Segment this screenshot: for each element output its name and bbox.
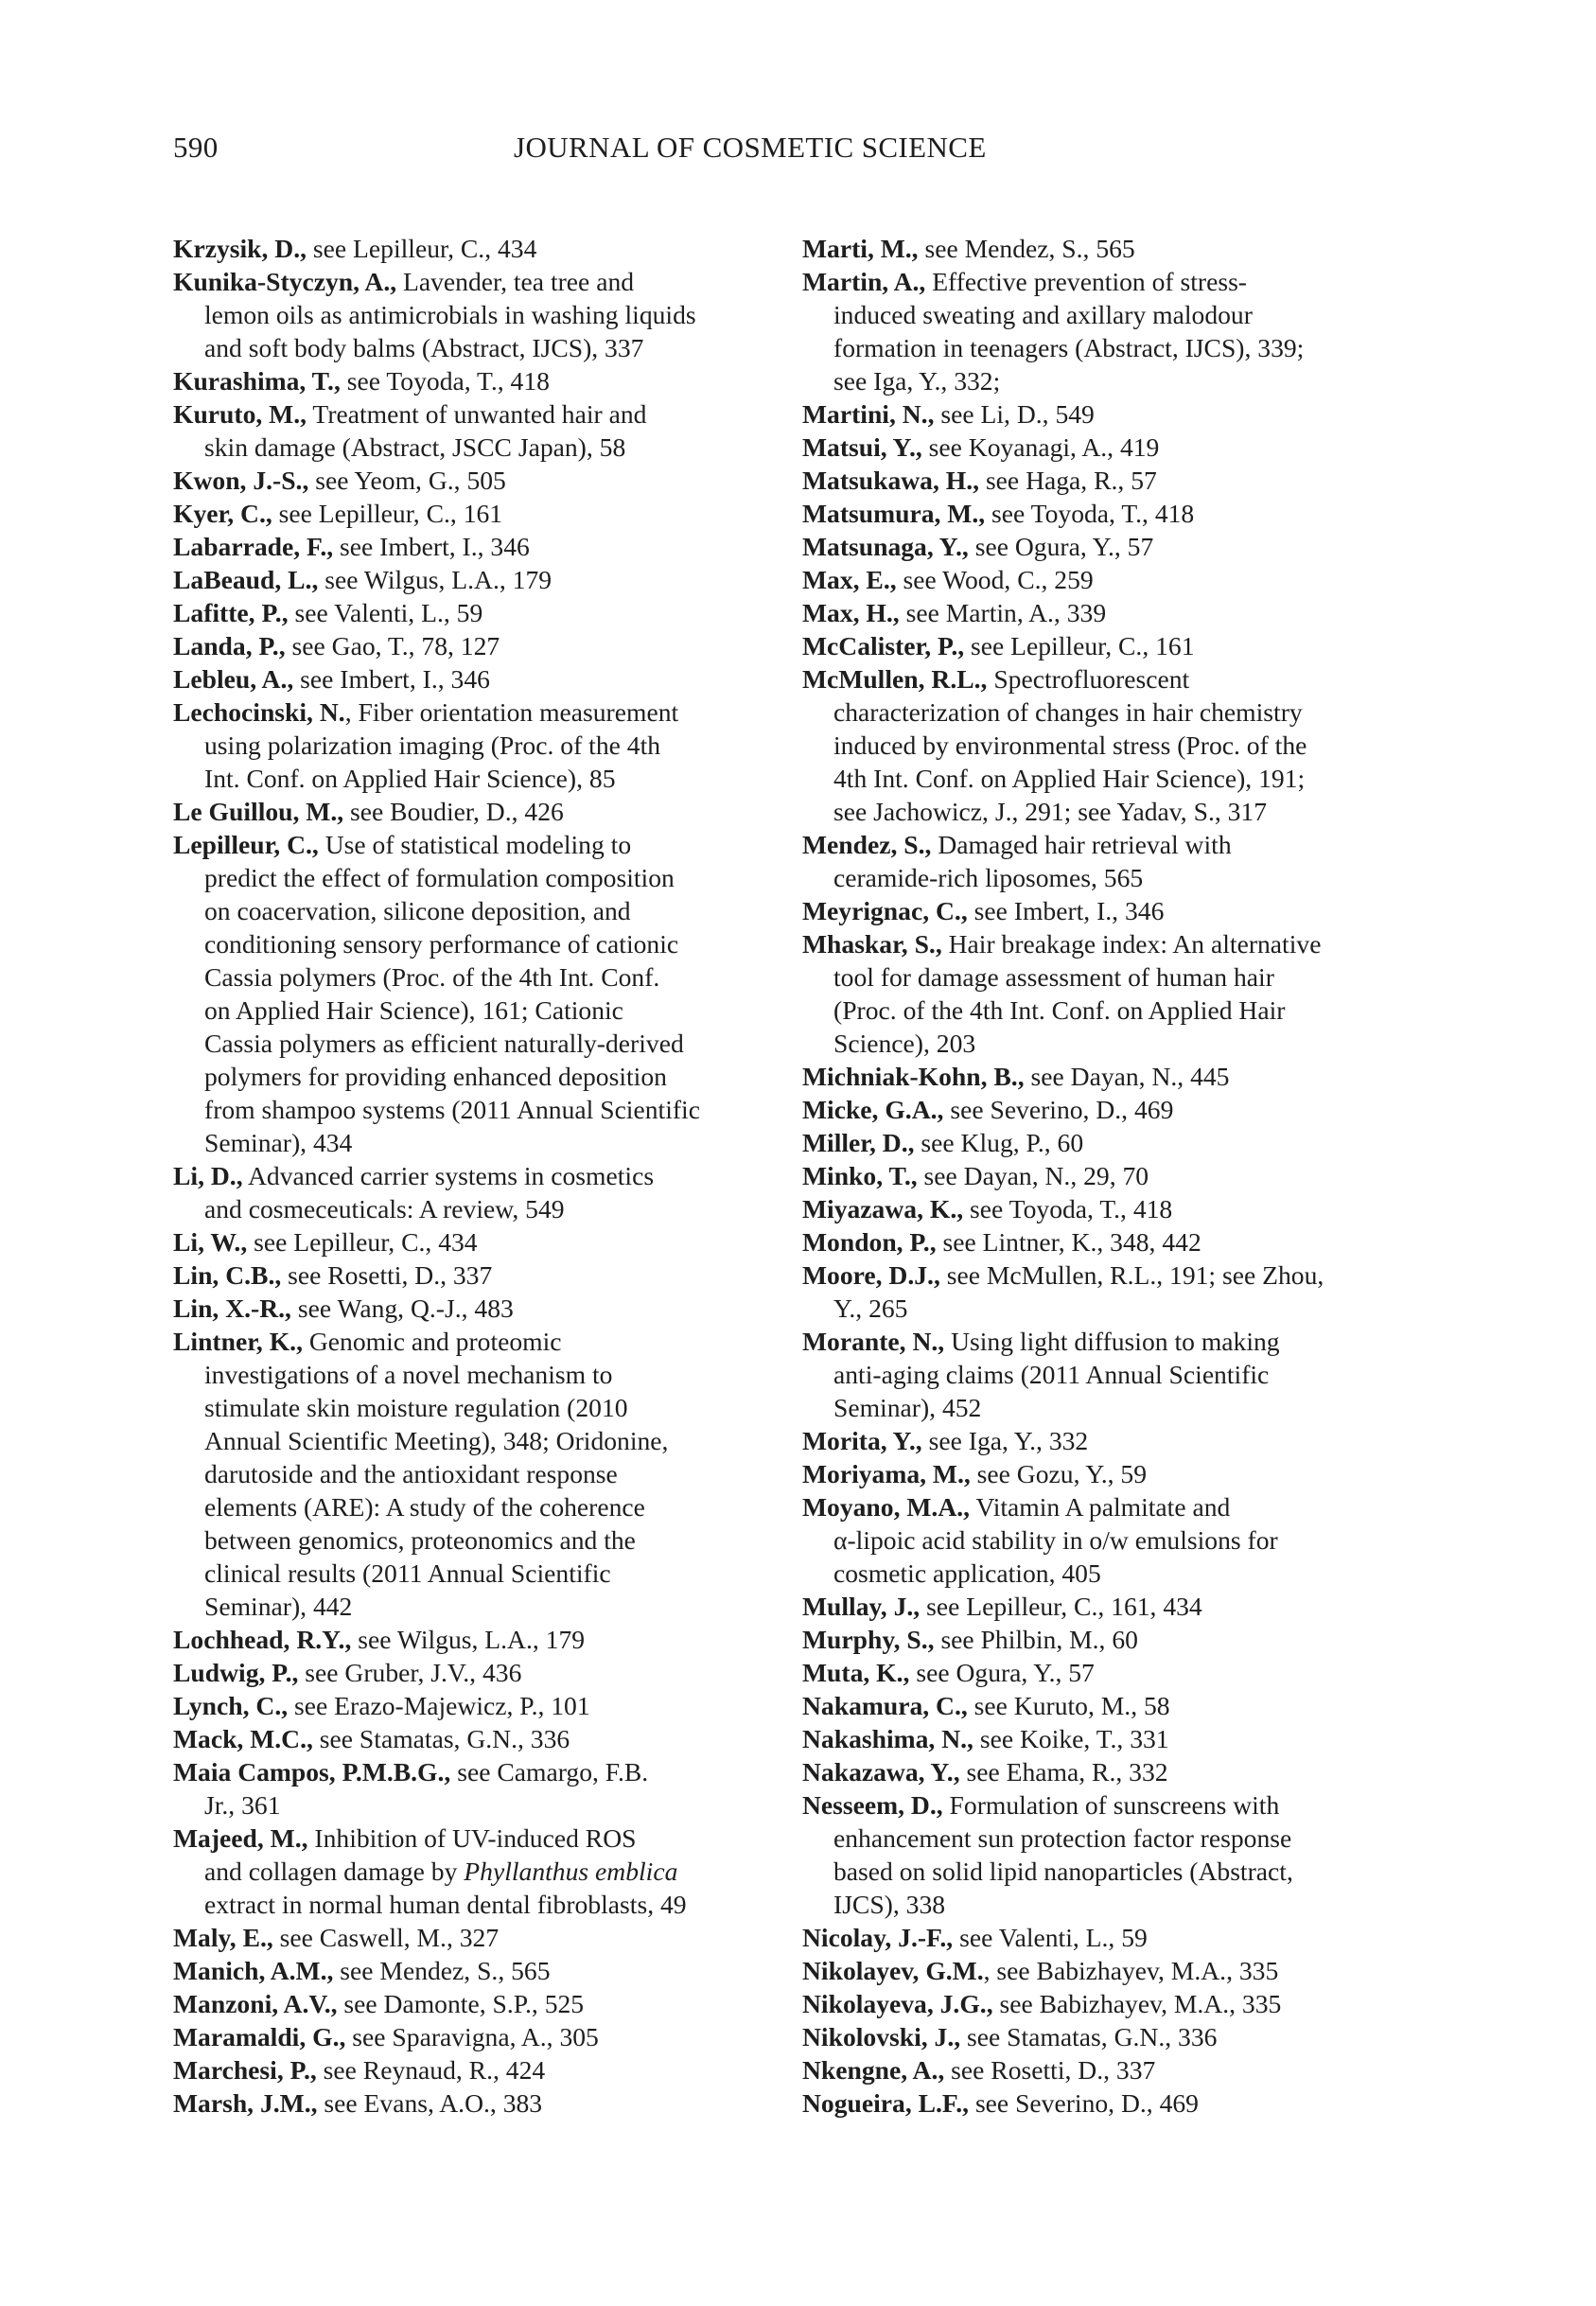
index-entry — [173, 1722, 779, 1755]
author-name: Moore, D.J., — [802, 1260, 940, 1290]
index-entry — [802, 1623, 1412, 1656]
index-entry — [802, 497, 1412, 530]
index-entry — [173, 1259, 779, 1292]
entry-text: investigations of a novel mechanism to — [204, 1360, 613, 1389]
index-entry — [173, 1954, 779, 1987]
entry-text: see Caswell, M., 327 — [272, 1923, 500, 1952]
author-name: Lafitte, P., — [173, 598, 289, 627]
index-entry — [173, 1623, 779, 1656]
index-entry — [802, 1192, 1412, 1225]
index-column-left — [173, 232, 779, 2120]
author-name: Mullay, J., — [802, 1592, 921, 1621]
index-entry — [173, 596, 779, 629]
entry-text: see Lepilleur, C., 161, 434 — [920, 1592, 1202, 1621]
index-entry — [173, 397, 779, 464]
author-name: Nicolay, J.-F., — [802, 1923, 954, 1952]
index-entry — [802, 1159, 1412, 1192]
entry-text: Jr., 361 — [204, 1790, 281, 1820]
author-name: Manich, A.M., — [173, 1956, 334, 1985]
author-name: McCalister, P., — [802, 631, 965, 660]
index-column-right — [802, 232, 1412, 2120]
index-entry — [802, 1126, 1412, 1159]
entry-text: see Lepilleur, C., 161 — [272, 499, 503, 528]
author-name: Max, H., — [802, 598, 900, 627]
author-name: Landa, P., — [173, 631, 286, 660]
entry-text: see Li, D., 549 — [934, 399, 1095, 429]
entry-text: cosmetic application, 405 — [833, 1558, 1101, 1588]
entry-text: see Rosetti, D., 337 — [944, 2055, 1156, 2085]
author-name: Maly, E., — [173, 1923, 273, 1952]
entry-text: see Koyanagi, A., 419 — [921, 432, 1160, 462]
index-entry — [802, 596, 1412, 629]
entry-text: see Gozu, Y., 59 — [970, 1459, 1148, 1488]
author-name: Miller, D., — [802, 1128, 915, 1157]
entry-text: Lavender, tea tree and — [396, 267, 635, 296]
index-entry — [802, 431, 1412, 464]
entry-text: clinical results (2011 Annual Scientific — [204, 1558, 611, 1588]
entry-text: see Severino, D., 469 — [969, 2088, 1199, 2118]
index-entry — [173, 1822, 779, 1921]
entry-text: stimulate skin moisture regulation (2010 — [204, 1393, 628, 1422]
author-name: Nakashima, N., — [802, 1724, 973, 1753]
entry-text: conditioning sensory performance of cationic — [204, 929, 679, 959]
entry-text: anti-aging claims (2011 Annual Scientific — [833, 1360, 1270, 1389]
entry-text: see Lepilleur, C., 161 — [964, 631, 1195, 660]
entry-text: Formulation of sunscreens with — [942, 1790, 1280, 1820]
index-entry — [173, 2053, 779, 2086]
author-name: Maramaldi, G., — [173, 2022, 346, 2051]
author-name: Le Guillou, M., — [173, 797, 344, 826]
index-entry — [802, 629, 1412, 662]
entry-text: Vitamin A palmitate and — [970, 1492, 1231, 1522]
author-name: Nikolovski, J., — [802, 2022, 961, 2051]
entry-text: Damaged hair retrieval with — [931, 830, 1232, 859]
author-name: Matsunaga, Y., — [802, 532, 969, 561]
index-entry — [802, 1954, 1412, 1987]
author-name: Kwon, J.-S., — [173, 466, 309, 495]
entry-text: see Babizhayev, M.A., 335 — [992, 1989, 1282, 2018]
author-name: Max, E., — [802, 565, 897, 594]
index-entry — [802, 1457, 1412, 1490]
index-entry — [173, 629, 779, 662]
index-entry — [802, 1590, 1412, 1623]
entry-text: see Sparavigna, A., 305 — [345, 2022, 599, 2051]
entry-text: see McMullen, R.L., 191; see Zhou, — [939, 1260, 1324, 1290]
entry-text: skin damage (Abstract, JSCC Japan), 58 — [204, 432, 626, 462]
author-name: Moriyama, M., — [802, 1459, 971, 1488]
index-entry — [173, 1689, 779, 1722]
entry-text: induced sweating and axillary malodour — [833, 300, 1253, 329]
entry-text: see Kuruto, M., 58 — [967, 1691, 1170, 1720]
entry-text: see Toyoda, T., 418 — [963, 1194, 1173, 1223]
entry-text: ceramide-rich liposomes, 565 — [833, 863, 1144, 892]
author-name: Matsumura, M., — [802, 499, 986, 528]
index-entry — [802, 927, 1412, 1060]
author-name: Labarrade, F., — [173, 532, 334, 561]
index-entry — [173, 464, 779, 497]
index-entry — [173, 265, 779, 364]
entry-text: see Jachowicz, J., 291; see Yadav, S., 317 — [833, 797, 1268, 826]
index-entry — [173, 2086, 779, 2120]
author-name: Micke, G.A., — [802, 1095, 944, 1124]
entry-text: darutoside and the antioxidant response — [204, 1459, 618, 1488]
index-entry — [173, 1325, 779, 1623]
entry-text: formation in teenagers (Abstract, IJCS), 339; — [833, 333, 1305, 362]
index-entry — [802, 397, 1412, 431]
author-name: Li, W., — [173, 1227, 248, 1257]
entry-text: Seminar), 434 — [204, 1128, 353, 1157]
index-entry — [802, 1788, 1412, 1921]
entry-text: see Imbert, I., 346 — [967, 896, 1165, 925]
entry-text: see Philbin, M., 60 — [934, 1625, 1138, 1654]
index-entry — [802, 1259, 1412, 1325]
entry-text: see Stamatas, G.N., 336 — [960, 2022, 1218, 2051]
entry-text: see Dayan, N., 29, 70 — [917, 1161, 1149, 1190]
entry-text: and collagen damage by — [204, 1857, 465, 1886]
author-name: Lin, X.-R., — [173, 1294, 291, 1323]
entry-text: see Dayan, N., 445 — [1024, 1062, 1230, 1091]
entry-text: Treatment of unwanted hair and — [307, 399, 647, 429]
index-entry — [173, 795, 779, 828]
index-entry — [802, 1689, 1412, 1722]
author-name: Marsh, J.M., — [173, 2088, 318, 2118]
index-entry — [802, 2053, 1412, 2086]
entry-text: see Rosetti, D., 337 — [281, 1260, 493, 1290]
author-name: Kyer, C., — [173, 499, 272, 528]
entry-text: Seminar), 452 — [833, 1393, 982, 1422]
author-name: Moyano, M.A., — [802, 1492, 971, 1522]
page-number: 590 — [173, 131, 219, 164]
entry-text: , Fiber orientation measurement — [344, 697, 679, 727]
index-entry — [802, 1921, 1412, 1954]
entry-text: Y., 265 — [833, 1294, 908, 1323]
entry-text: predict the effect of formulation composition — [204, 863, 675, 892]
entry-text: Using light diffusion to making — [944, 1327, 1280, 1356]
index-entry — [802, 265, 1412, 397]
index-entry — [802, 1490, 1412, 1590]
entry-text: based on solid lipid nanoparticles (Abstract, — [833, 1857, 1293, 1886]
entry-text: Annual Scientific Meeting), 348; Oridonine, — [204, 1426, 669, 1455]
index-entry — [802, 2086, 1412, 2120]
author-name: Lebleu, A., — [173, 664, 294, 694]
entry-text: Effective prevention of stress- — [925, 267, 1247, 296]
author-name: Nkengne, A., — [802, 2055, 945, 2085]
author-name: Lintner, K., — [173, 1327, 303, 1356]
author-name: McMullen, R.L., — [802, 664, 988, 694]
entry-text: see Gruber, J.V., 436 — [298, 1658, 522, 1687]
entry-text: see Toyoda, T., 418 — [340, 366, 550, 396]
entry-text: enhancement sun protection factor response — [833, 1823, 1292, 1853]
index-entry — [173, 563, 779, 596]
index-entry — [802, 1987, 1412, 2020]
entry-text: Hair breakage index: An alternative — [941, 929, 1322, 959]
entry-text: and cosmeceuticals: A review, 549 — [204, 1194, 565, 1223]
entry-text: see Wood, C., 259 — [896, 565, 1094, 594]
entry-text: see Wilgus, L.A., 179 — [318, 565, 552, 594]
index-entry — [802, 563, 1412, 596]
author-name: Matsukawa, H., — [802, 466, 980, 495]
entry-text: Cassia polymers (Proc. of the 4th Int. Conf. — [204, 962, 660, 992]
author-name: LaBeaud, L., — [173, 565, 319, 594]
index-entry — [802, 1755, 1412, 1788]
author-name: Ludwig, P., — [173, 1658, 299, 1687]
author-name: Nikolayeva, J.G., — [802, 1989, 993, 2018]
index-entry — [173, 662, 779, 695]
index-entry — [802, 1325, 1412, 1424]
index-entry — [802, 1722, 1412, 1755]
entry-text: on Applied Hair Science), 161; Cationic — [204, 995, 623, 1025]
author-name: Nogueira, L.F., — [802, 2088, 970, 2118]
entry-text: Advanced carrier systems in cosmetics — [242, 1161, 655, 1190]
entry-text: Seminar), 442 — [204, 1592, 353, 1621]
author-name: Meyrignac, C., — [802, 896, 968, 925]
author-name: Lepilleur, C., — [173, 830, 319, 859]
entry-text: see Klug, P., 60 — [914, 1128, 1084, 1157]
index-entry — [173, 1656, 779, 1689]
entry-text: see Iga, Y., 332 — [921, 1426, 1089, 1455]
entry-text: and soft body balms (Abstract, IJCS), 337 — [204, 333, 644, 362]
entry-text: Inhibition of UV-induced ROS — [307, 1823, 637, 1853]
author-name: Morante, N., — [802, 1327, 945, 1356]
author-name: Mhaskar, S., — [802, 929, 942, 959]
index-entry — [173, 828, 779, 1159]
author-name: Kurashima, T., — [173, 366, 341, 396]
entry-text: see Lintner, K., 348, 442 — [936, 1227, 1201, 1257]
author-name: Nesseem, D., — [802, 1790, 943, 1820]
author-name: Marti, M., — [802, 234, 919, 263]
index-entry — [802, 1656, 1412, 1689]
entry-text: see Lepilleur, C., 434 — [247, 1227, 478, 1257]
author-name: Majeed, M., — [173, 1823, 308, 1853]
entry-text: induced by environmental stress (Proc. of the — [833, 731, 1307, 760]
author-name: Matsui, Y., — [802, 432, 922, 462]
entry-text: (Proc. of the 4th Int. Conf. on Applied Hair — [833, 995, 1286, 1025]
author-name: Kuruto, M., — [173, 399, 307, 429]
index-entry — [802, 530, 1412, 563]
author-name: Muta, K., — [802, 1658, 910, 1687]
entry-text: see Ogura, Y., 57 — [968, 532, 1154, 561]
entry-text: see Lepilleur, C., 434 — [307, 234, 537, 263]
entry-text: see Toyoda, T., 418 — [985, 499, 1195, 528]
entry-text: extract in normal human dental fibroblasts, 49 — [204, 1890, 687, 1919]
entry-text: elements (ARE): A study of the coherence — [204, 1492, 645, 1522]
italic-term: Phyllanthus emblica — [464, 1857, 678, 1886]
author-name: Manzoni, A.V., — [173, 1989, 338, 2018]
author-name: Li, D., — [173, 1161, 243, 1190]
entry-text: see Iga, Y., 332; — [833, 366, 1001, 396]
index-entry — [173, 1225, 779, 1259]
entry-text: see Evans, A.O., 383 — [317, 2088, 543, 2118]
entry-text: see Koike, T., 331 — [973, 1724, 1169, 1753]
index-entry — [173, 364, 779, 397]
index-entry — [802, 1093, 1412, 1126]
author-name: Minko, T., — [802, 1161, 918, 1190]
entry-text: Spectrofluorescent — [987, 664, 1190, 694]
author-name: Kunika-Styczyn, A., — [173, 267, 397, 296]
author-name: Krzysik, D., — [173, 234, 307, 263]
page-header — [173, 131, 1412, 172]
entry-text: tool for damage assessment of human hair — [833, 962, 1274, 992]
entry-text: see Haga, R., 57 — [979, 466, 1157, 495]
index-entry — [802, 828, 1412, 894]
index-entry — [173, 2020, 779, 2053]
index-entry — [802, 2020, 1412, 2053]
entry-text: see Wang, Q.-J., 483 — [290, 1294, 514, 1323]
index-entry — [173, 1159, 779, 1225]
entry-text: characterization of changes in hair chemistry — [833, 697, 1303, 727]
author-name: Maia Campos, P.M.B.G., — [173, 1757, 451, 1787]
author-name: Lynch, C., — [173, 1691, 289, 1720]
author-name: Lin, C.B., — [173, 1260, 282, 1290]
index-entry — [173, 497, 779, 530]
entry-text: Genomic and proteomic — [302, 1327, 562, 1356]
entry-text: see Erazo-Majewicz, P., 101 — [288, 1691, 590, 1720]
author-name: Murphy, S., — [802, 1625, 935, 1654]
index-entry — [802, 662, 1412, 828]
entry-text: see Valenti, L., 59 — [288, 598, 483, 627]
entry-text: see Ehama, R., 332 — [959, 1757, 1168, 1787]
entry-text: 4th Int. Conf. on Applied Hair Science), 191; — [833, 764, 1306, 793]
entry-text: polymers for providing enhanced deposition — [204, 1062, 667, 1091]
author-name: Miyazawa, K., — [802, 1194, 964, 1223]
entry-text: α-lipoic acid stability in o/w emulsions for — [833, 1525, 1278, 1555]
author-name: Nikolayev, G.M. — [802, 1956, 984, 1985]
author-name: Lechocinski, N. — [173, 697, 345, 727]
author-name: Martin, A., — [802, 267, 926, 296]
index-entry — [802, 232, 1412, 265]
index-entry — [173, 1921, 779, 1954]
entry-text: see Damonte, S.P., 525 — [337, 1989, 585, 2018]
author-name: Marchesi, P., — [173, 2055, 317, 2085]
index-entry — [173, 1987, 779, 2020]
entry-text: Int. Conf. on Applied Hair Science), 85 — [204, 764, 616, 793]
entry-text: from shampoo systems (2011 Annual Scientific — [204, 1095, 700, 1124]
index-entry — [173, 530, 779, 563]
entry-text: see Mendez, S., 565 — [918, 234, 1135, 263]
entry-text: see Ogura, Y., 57 — [909, 1658, 1095, 1687]
entry-text: see Gao, T., 78, 127 — [285, 631, 500, 660]
entry-text: IJCS), 338 — [833, 1890, 946, 1919]
index-entry — [173, 1755, 779, 1822]
entry-text: see Reynaud, R., 424 — [316, 2055, 546, 2085]
author-name: Mack, M.C., — [173, 1724, 313, 1753]
entry-text: lemon oils as antimicrobials in washing liquids — [204, 300, 696, 329]
entry-text: see Yeom, G., 505 — [308, 466, 506, 495]
entry-text: see Camargo, F.B. — [450, 1757, 649, 1787]
entry-text: see Severino, D., 469 — [943, 1095, 1174, 1124]
journal-title: JOURNAL OF COSMETIC SCIENCE — [514, 131, 987, 164]
author-name: Michniak-Kohn, B., — [802, 1062, 1025, 1091]
index-entry — [802, 464, 1412, 497]
entry-text: Use of statistical modeling to — [318, 830, 632, 859]
index-entry — [173, 1292, 779, 1325]
author-name: Nakamura, C., — [802, 1691, 968, 1720]
entry-text: see Imbert, I., 346 — [293, 664, 490, 694]
entry-text: between genomics, proteonomics and the — [204, 1525, 636, 1555]
index-entry — [802, 1424, 1412, 1457]
entry-text: see Wilgus, L.A., 179 — [351, 1625, 586, 1654]
entry-text: see Imbert, I., 346 — [333, 532, 530, 561]
author-name: Mendez, S., — [802, 830, 932, 859]
author-name: Lochhead, R.Y., — [173, 1625, 352, 1654]
index-entry — [802, 1225, 1412, 1259]
entry-text: see Valenti, L., 59 — [953, 1923, 1148, 1952]
index-entry — [173, 695, 779, 795]
entry-text: see Martin, A., 339 — [899, 598, 1107, 627]
author-name: Morita, Y., — [802, 1426, 922, 1455]
entry-text: , see Babizhayev, M.A., 335 — [983, 1956, 1279, 1985]
entry-text: Science), 203 — [833, 1029, 976, 1058]
entry-text: Cassia polymers as efficient naturally-derived — [204, 1029, 684, 1058]
author-name: Martini, N., — [802, 399, 935, 429]
entry-text: using polarization imaging (Proc. of the 4th — [204, 731, 661, 760]
entry-text: on coacervation, silicone deposition, and — [204, 896, 631, 925]
index-entry — [802, 1060, 1412, 1093]
author-name: Nakazawa, Y., — [802, 1757, 960, 1787]
entry-text: see Boudier, D., 426 — [343, 797, 564, 826]
entry-text: see Stamatas, G.N., 336 — [312, 1724, 570, 1753]
index-entry — [802, 894, 1412, 927]
index-entry — [173, 232, 779, 265]
entry-text: see Mendez, S., 565 — [333, 1956, 551, 1985]
author-name: Mondon, P., — [802, 1227, 937, 1257]
